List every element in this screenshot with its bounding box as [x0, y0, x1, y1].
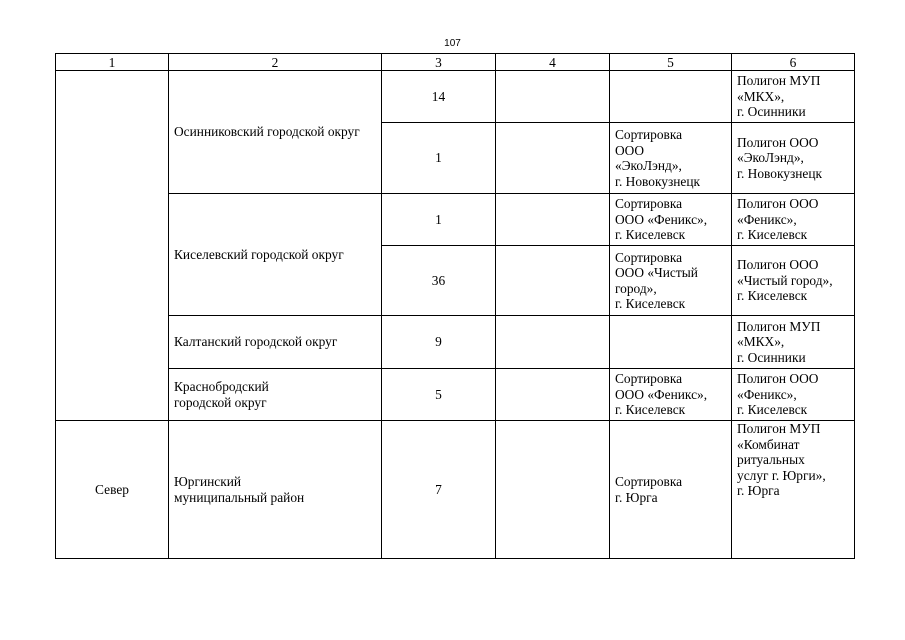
- header-cell: 6: [732, 54, 855, 71]
- header-cell: 1: [56, 54, 169, 71]
- landfill-cell: Полигон ООО «Феникс», г. Киселевск: [732, 369, 855, 421]
- col4-cell: [496, 71, 610, 123]
- zone-cell: [56, 71, 169, 421]
- landfill-cell: Полигон МУП «МКХ», г. Осинники: [732, 316, 855, 369]
- table-row: [56, 194, 855, 246]
- sorting-cell: Сортировка ООО «Феникс», г. Киселевск: [610, 194, 732, 246]
- col4-cell: [496, 123, 610, 194]
- sorting-cell: Сортировка ООО «Чистый город», г. Киселевск: [610, 246, 732, 316]
- landfill-cell: Полигон МУП «Комбинат ритуальных услуг г. Юрги», г. Юрга: [732, 421, 855, 559]
- header-cell: 3: [382, 54, 496, 71]
- municipality-cell: Киселевский городской округ: [169, 194, 382, 316]
- col4-cell: [496, 421, 610, 559]
- landfill-cell: Полигон ООО «Феникс», г. Киселевск: [732, 194, 855, 246]
- table-row: [56, 421, 855, 559]
- col4-cell: [496, 194, 610, 246]
- page-number: 107: [444, 38, 461, 49]
- count-cell: 9: [382, 316, 496, 369]
- landfill-cell: Полигон МУП «МКХ», г. Осинники: [732, 71, 855, 123]
- header-row: [56, 54, 855, 71]
- count-cell: 1: [382, 194, 496, 246]
- col4-cell: [496, 316, 610, 369]
- municipality-cell: Юргинский муниципальный район: [169, 421, 382, 559]
- municipality-cell: Калтанский городской округ: [169, 316, 382, 369]
- header-cell: 4: [496, 54, 610, 71]
- data-table: [55, 53, 855, 559]
- landfill-cell: Полигон ООО «ЭкоЛэнд», г. Новокузнецк: [732, 123, 855, 194]
- table-row: [56, 369, 855, 421]
- landfill-cell: Полигон ООО «Чистый город», г. Киселевск: [732, 246, 855, 316]
- header-cell: 2: [169, 54, 382, 71]
- zone-cell: Север: [56, 421, 169, 559]
- municipality-cell: Осинниковский городской округ: [169, 71, 382, 194]
- sorting-cell: Сортировка г. Юрга: [610, 421, 732, 559]
- header-cell: 5: [610, 54, 732, 71]
- count-cell: 14: [382, 71, 496, 123]
- municipality-cell: Краснобродский городской округ: [169, 369, 382, 421]
- count-cell: 1: [382, 123, 496, 194]
- col4-cell: [496, 246, 610, 316]
- table-row: [56, 71, 855, 123]
- table-row: [56, 316, 855, 369]
- sorting-cell: [610, 71, 732, 123]
- count-cell: 7: [382, 421, 496, 559]
- sorting-cell: Сортировка ООО «ЭкоЛэнд», г. Новокузнецк: [610, 123, 732, 194]
- count-cell: 5: [382, 369, 496, 421]
- sorting-cell: [610, 316, 732, 369]
- sorting-cell: Сортировка ООО «Феникс», г. Киселевск: [610, 369, 732, 421]
- count-cell: 36: [382, 246, 496, 316]
- col4-cell: [496, 369, 610, 421]
